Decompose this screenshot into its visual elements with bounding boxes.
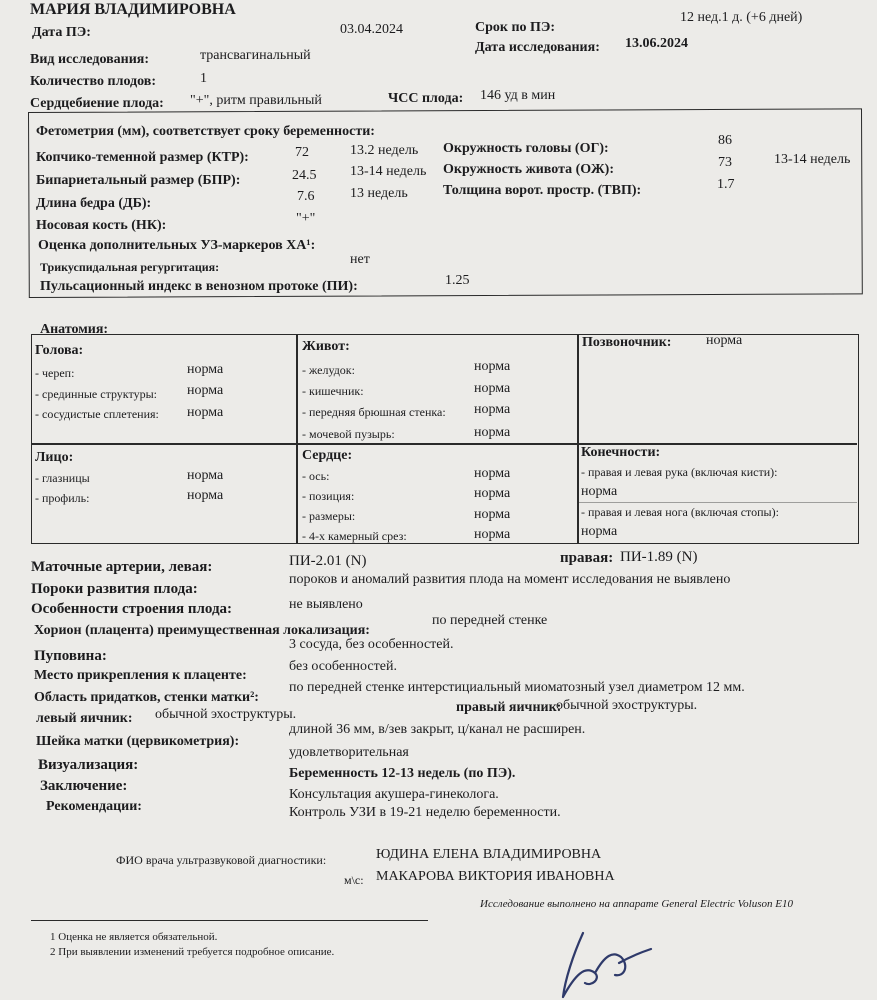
wall-label: - передняя брюшная стенка: [302, 405, 446, 419]
heart-title: Сердце: [302, 448, 353, 463]
structure-label: Особенности строения плода: [31, 601, 233, 617]
conclusion-value: Беременность 12-13 недель (по ПЭ). [289, 766, 516, 781]
wall-value: норма [474, 402, 511, 417]
size-label: - размеры: [302, 509, 356, 523]
insertion-value: без особенностей. [289, 659, 397, 674]
legs-value: норма [581, 524, 618, 539]
ktr-value: 72 [295, 145, 309, 160]
skull-label: - череп: [35, 366, 75, 380]
bowel-label: - кишечник: [302, 384, 364, 398]
size-value: норма [474, 507, 511, 522]
ozh-weeks: 13-14 недель [774, 152, 851, 167]
pi-label: Пульсационный индекс в венозном протоке (ПИ): [40, 279, 358, 294]
tvp-label: Толщина ворот. простр. (ТВП): [443, 183, 642, 198]
lmp-label: Дата ПЭ: [32, 25, 91, 40]
spine-value: норма [706, 333, 743, 348]
nk-value: "+" [296, 211, 316, 226]
anatomy-col-divider-1 [296, 334, 298, 544]
position-label: - позиция: [302, 489, 355, 503]
ktr-weeks: 13.2 недель [350, 143, 419, 158]
abdomen-title: Живот: [302, 339, 350, 354]
hr-label: ЧСС плода: [388, 91, 464, 106]
bladder-label: - мочевой пузырь: [302, 427, 395, 441]
device-note: Исследование выполнено на аппарате General Electric Voluson E10 [480, 898, 793, 910]
ktr-label: Копчико-теменной размер (КТР): [36, 150, 249, 165]
fetometry-title: Фетометрия (мм), соответствует сроку беременности: [36, 124, 375, 139]
structure-value: не выявлено [289, 597, 363, 612]
doctor-name: ЮДИНА ЕЛЕНА ВЛАДИМИРОВНА [376, 847, 602, 862]
profile-label: - профиль: [35, 491, 90, 505]
visual-label: Визуализация: [38, 757, 139, 773]
bpr-label: Бипариетальный размер (БПР): [36, 173, 241, 188]
nurse-name: МАКАРОВА ВИКТОРИЯ ИВАНОВНА [376, 869, 615, 884]
uterine-left-value: ПИ-2.01 (N) [289, 553, 367, 569]
arms-label: - правая и левая рука (включая кисти): [581, 465, 778, 479]
recommend-line1: Консультация акушера-гинеколога. [289, 787, 499, 802]
cervix-label: Шейка матки (цервикометрия): [36, 734, 240, 749]
db-value: 7.6 [297, 189, 315, 204]
exam-date-value: 13.06.2024 [625, 36, 688, 51]
skull-value: норма [187, 362, 224, 377]
bladder-value: норма [474, 425, 511, 440]
recommend-label: Рекомендации: [46, 799, 142, 814]
fetus-count-value: 1 [200, 71, 207, 86]
uterine-right-label: правая: [560, 550, 614, 566]
cervix-value: длиной 36 мм, в/зев закрыт, ц/канал не расширен. [289, 722, 586, 737]
adnexa-value: по передней стенке интерстициальный миоматозный узел диаметром 12 мм. [289, 680, 745, 695]
signature-mark [555, 925, 655, 1000]
defects-value: пороков и аномалий развития плода на момент исследования не выявлено [289, 572, 731, 587]
midline-label: - срединные структуры: [35, 387, 157, 401]
conclusion-label: Заключение: [40, 778, 128, 794]
chamber-label: - 4-х камерный срез: [302, 529, 407, 543]
head-title: Голова: [35, 343, 84, 358]
bpr-value: 24.5 [292, 168, 317, 183]
ozh-value: 73 [718, 155, 732, 170]
chorion-value: по передней стенке [432, 613, 548, 628]
og-label: Окружность головы (ОГ): [443, 141, 609, 156]
left-ovary-value: обычной эхоструктуры. [155, 707, 297, 722]
axis-value: норма [474, 466, 511, 481]
insertion-label: Место прикрепления к плаценте: [34, 668, 247, 683]
fetus-count-label: Количество плодов: [30, 74, 156, 89]
tricuspid-label: Трикуспидальная регургитация: [40, 260, 220, 274]
uterine-right-value: ПИ-1.89 (N) [620, 549, 698, 565]
exam-date-label: Дата исследования: [475, 40, 600, 55]
limbs-row-divider [577, 502, 857, 503]
defects-label: Пороки развития плода: [31, 581, 198, 597]
lmp-value: 03.04.2024 [340, 22, 403, 37]
heartbeat-value: "+", ритм правильный [190, 93, 322, 108]
adnexa-label: Область придатков, стенки матки²: [34, 690, 259, 705]
db-weeks: 13 недель [350, 186, 408, 201]
plexus-value: норма [187, 405, 224, 420]
recommend-line2: Контроль УЗИ в 19-21 неделю беременности. [289, 805, 561, 820]
cord-value: 3 сосуда, без особенностей. [289, 637, 454, 652]
right-ovary-value: обычной эхоструктуры. [556, 698, 698, 713]
midline-value: норма [187, 383, 224, 398]
footnote-rule [31, 920, 428, 921]
exam-type-label: Вид исследования: [30, 52, 150, 67]
arms-value: норма [581, 484, 618, 499]
limbs-title: Конечности: [581, 445, 661, 460]
left-ovary-label: левый яичник: [36, 711, 133, 726]
stomach-value: норма [474, 359, 511, 374]
term-value: 12 нед.1 д. (+6 дней) [680, 10, 803, 25]
footnote-1: 1 Оценка не является обязательной. [50, 931, 218, 943]
patient-name: МАРИЯ ВЛАДИМИРОВНА [30, 1, 236, 18]
pi-value: 1.25 [445, 273, 470, 288]
legs-label: - правая и левая нога (включая стопы): [581, 505, 779, 519]
anatomy-row-divider [31, 443, 857, 445]
position-value: норма [474, 486, 511, 501]
nurse-label: м\с: [344, 873, 364, 887]
profile-value: норма [187, 488, 224, 503]
visual-value: удовлетворительная [289, 745, 409, 760]
ozh-label: Окружность живота (ОЖ): [443, 162, 615, 177]
db-label: Длина бедра (ДБ): [36, 196, 152, 211]
axis-label: - ось: [302, 469, 330, 483]
right-ovary-label: правый яичник: [456, 700, 562, 715]
bowel-value: норма [474, 381, 511, 396]
heartbeat-label: Сердцебиение плода: [30, 96, 164, 111]
plexus-label: - сосудистые сплетения: [35, 407, 159, 421]
bpr-weeks: 13-14 недель [350, 164, 427, 179]
uterine-left-label: Маточные артерии, левая: [31, 559, 213, 575]
tvp-value: 1.7 [717, 177, 735, 192]
orbits-value: норма [187, 468, 224, 483]
tricuspid-value: нет [350, 252, 370, 267]
anatomy-title: Анатомия: [40, 322, 109, 337]
spine-title: Позвоночник: [582, 335, 672, 350]
nk-label: Носовая кость (НК): [36, 218, 167, 233]
orbits-label: - глазницы [35, 471, 90, 485]
exam-type-value: трансвагинальный [200, 48, 311, 63]
chorion-label: Хорион (плацента) преимущественная локализация: [34, 623, 370, 638]
face-title: Лицо: [35, 450, 74, 465]
term-label: Срок по ПЭ: [475, 20, 556, 35]
doctor-label: ФИО врача ультразвуковой диагностики: [116, 853, 327, 867]
cord-label: Пуповина: [34, 648, 107, 664]
markers-label: Оценка дополнительных УЗ-маркеров ХА¹: [38, 238, 316, 253]
hr-value: 146 уд в мин [480, 88, 556, 103]
stomach-label: - желудок: [302, 363, 355, 377]
og-value: 86 [718, 133, 732, 148]
chamber-value: норма [474, 527, 511, 542]
anatomy-col-divider-2 [577, 334, 579, 544]
footnote-2: 2 При выявлении изменений требуется подробное описание. [50, 946, 335, 958]
